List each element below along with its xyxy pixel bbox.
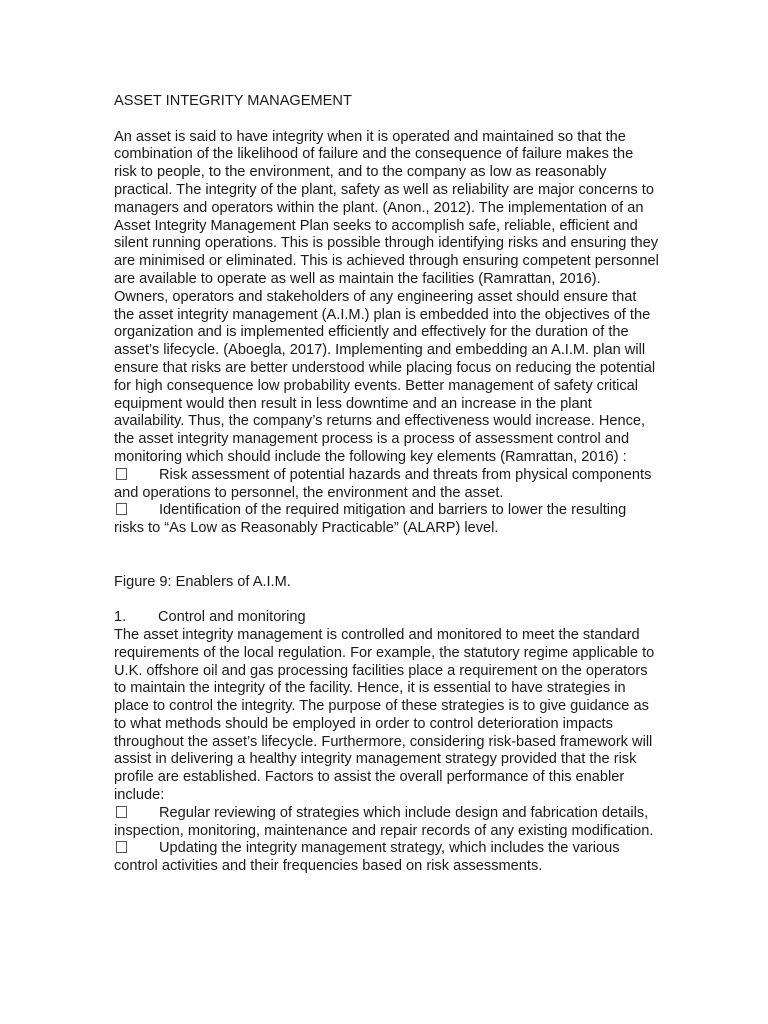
section-paragraph: The asset integrity management is controlled and monitored to meet the standard requirements of the local regulation. For example, the statutory regime applicable to U.K. offshore oil and gas processing facilities place a requirement on the operators to maintain the integrity of the facility. Hence, it is essential to have strategies in place to control the integrity. The purpose of these strategies is to give guidance as to what methods should be employed in order to control deterioration impacts throughout the asset’s lifecycle. Furthermore, considering risk-based framework will assist in delivering a healthy integrity management strategy provided that the risk profile are established. Factors to assist the overall performance of this enabler include: [114, 626, 655, 804]
section-bullet-2-text: Updating the integrity management strategy, which includes the various control activities and their frequencies based on risk assessments. [114, 840, 620, 875]
document-heading: ASSET INTEGRITY MANAGEMENT [114, 93, 352, 109]
section-bullet-1 [114, 805, 659, 841]
bullet-box-icon [116, 503, 127, 515]
intro-bullet-2-text: Identification of the required mitigation and barriers to lower the resulting risks to “As Low as Reasonably Practicable” (ALARP) level. [114, 502, 627, 537]
intro-paragraph: An asset is said to have integrity when it is operated and maintained so that the combination of the likelihood of failure and the consequence of failure makes the risk to people, to the environment, and to the company as low as reasonably practical. The integrity of the plant, safety as well as reliability are major concerns to managers and operators within the plant. (Anon., 2012). The implementation of an Asset Integrity Management Plan seeks to accomplish safe, reliable, efficient and silent running operations. This is possible through identifying risks and ensuring they are minimised or eliminated. This is achieved through ensuring competent personnel are available to operate as well as maintain the facilities (Ramrattan, 2016). Owners, operators and stakeholders of any engineering asset should ensure that the asset integrity management (A.I.M.) plan is embedded into the objectives of the organization and is implemented efficiently and effectively for the duration of the asset’s lifecycle. (Aboegla, 2017). Implementing and embedding an A.I.M. plan will ensure that risks are better understood while placing focus on reducing the potential for high consequence low probability events. Better management of safety critical equipment would then result in less downtime and an increase in the plant availability. Thus, the company’s returns and effectiveness would increase. Hence, the asset integrity management process is a process of assessment control and monitoring which should include the following key elements (Ramrattan, 2016) : [114, 128, 659, 465]
section-number: 1. [114, 609, 127, 626]
intro-bullet-1-text: Risk assessment of potential hazards and threats from physical components and operations to personnel, the environment and the asset. [114, 466, 652, 501]
bullet-box-icon [116, 806, 127, 818]
intro-bullet-1 [114, 467, 659, 503]
section-heading [114, 609, 659, 627]
section-bullet-2 [114, 840, 659, 876]
intro-bullet-2 [114, 502, 659, 538]
bullet-box-icon [116, 468, 127, 480]
section-title: Control and monitoring [158, 609, 306, 626]
figure-caption: Figure 9: Enablers of A.I.M. [114, 573, 291, 590]
section-bullet-1-text: Regular reviewing of strategies which include design and fabrication details, inspection, monitoring, maintenance and repair records of any existing modification. [114, 804, 654, 839]
document-page [114, 93, 659, 876]
bullet-box-icon [116, 841, 127, 853]
